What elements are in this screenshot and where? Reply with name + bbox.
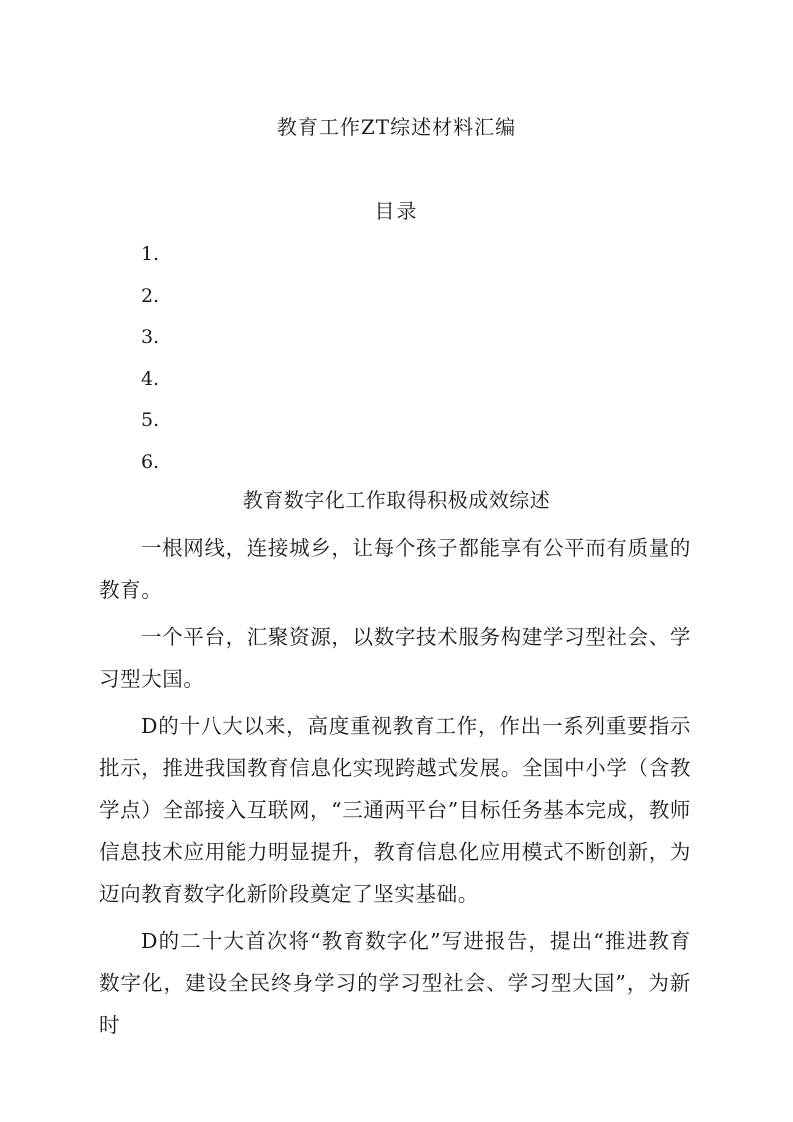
toc-heading: 目录 — [374, 199, 419, 223]
article-paragraph: 一根网线，连接城乡，让每个孩子都能享有公平而有质量的教育。 — [99, 536, 691, 602]
article-body — [99, 527, 691, 1051]
document-title: 教育工作ZT综述材料汇编 — [276, 115, 517, 139]
toc-item: 4. — [141, 367, 160, 390]
toc-item: 6. — [141, 450, 160, 473]
article-paragraph: 一个平台，汇聚资源，以数字技术服务构建学习型社会、学习型大国。 — [99, 625, 691, 691]
article-paragraph: D的二十大首次将“教育数字化”写进报告，提出“推进教育数字化，建设全民终身学习的学习型社会、学习型大国”，为新时 — [99, 929, 691, 1037]
article-title: 教育数字化工作取得积极成效综述 — [242, 488, 551, 512]
toc-item: 1. — [141, 243, 160, 265]
article-paragraph: D的十八大以来，高度重视教育工作，作出一系列重要指示批示，推进我国教育信息化实现跨越式发展。全国中小学（含教学点）全部接入互联网，“三通两平台”目标任务基本完成，教师信息技术应用能力明显提升，教育信息化应用模式不断创新，为迈向教育数字化新阶段奠定了坚实基础。 — [99, 714, 691, 906]
toc-item: 3. — [141, 326, 160, 348]
toc-list — [141, 240, 159, 489]
toc-item: 5. — [141, 409, 160, 431]
toc-item: 2. — [141, 284, 160, 307]
